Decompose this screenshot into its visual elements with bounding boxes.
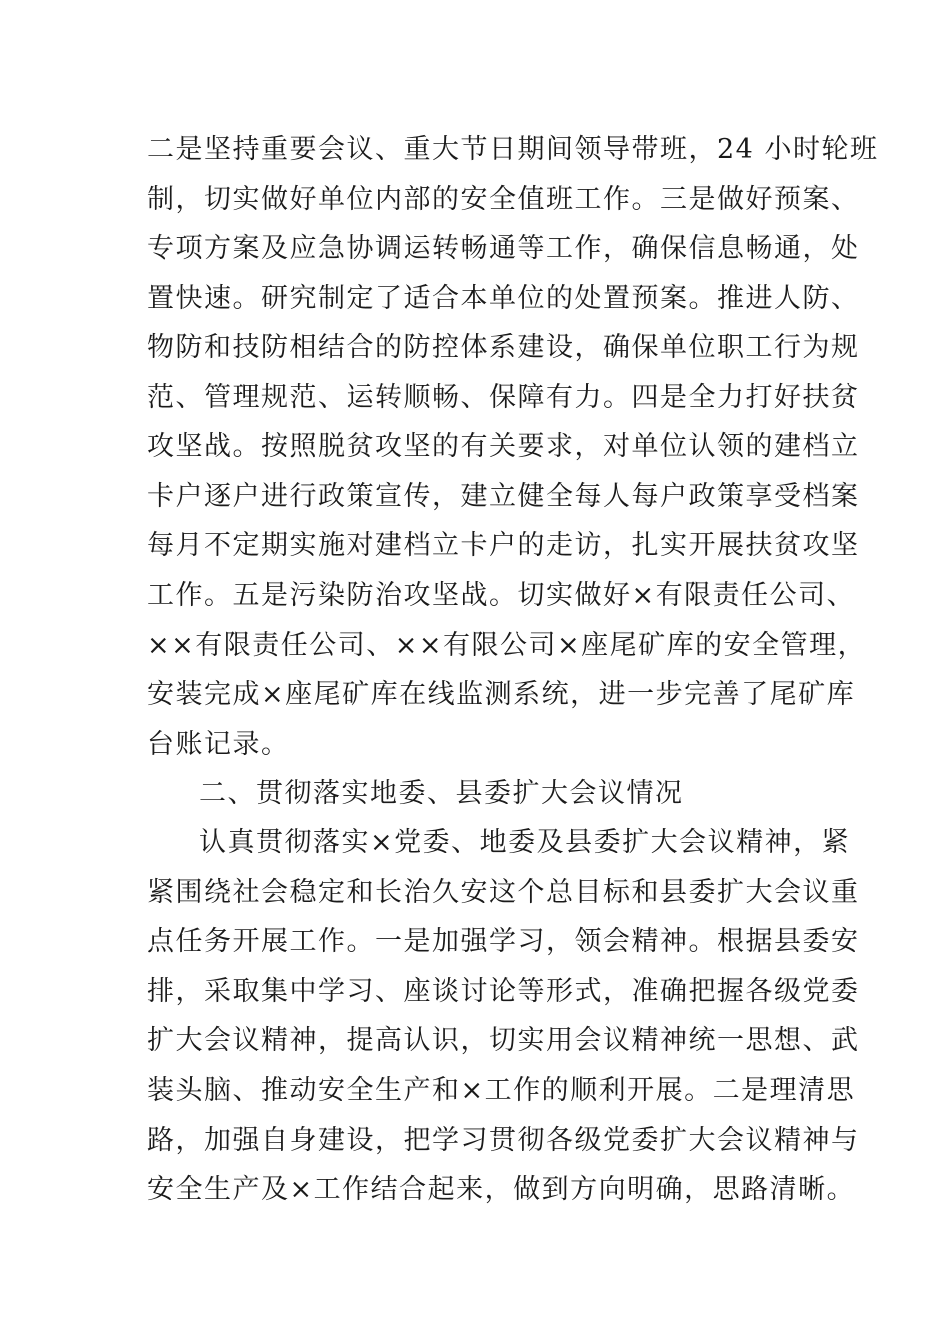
text-line: 二是坚持重要会议、重大节日期间领导带班，24 小时轮班 bbox=[147, 134, 879, 165]
text-line: 台账记录。 bbox=[147, 729, 290, 760]
text-line: 卡户逐户进行政策宣传，建立健全每人每户政策享受档案 bbox=[147, 481, 860, 512]
text-line: 制，切实做好单位内部的安全值班工作。三是做好预案、 bbox=[147, 184, 860, 215]
section-heading: 二、贯彻落实地委、县委扩大会议情况 bbox=[199, 778, 684, 809]
text-line: 范、管理规范、运转顺畅、保障有力。四是全力打好扶贫 bbox=[147, 382, 860, 413]
text-line: 认真贯彻落实×党委、地委及县委扩大会议精神，紧 bbox=[199, 827, 851, 858]
text-line: 物防和技防相结合的防控体系建设，确保单位职工行为规 bbox=[147, 332, 860, 363]
text-line: 装头脑、推动安全生产和×工作的顺利开展。二是理清思 bbox=[147, 1075, 856, 1106]
text-line: 安装完成×座尾矿库在线监测系统，进一步完善了尾矿库 bbox=[147, 679, 856, 710]
text-line: 专项方案及应急协调运转畅通等工作，确保信息畅通，处 bbox=[147, 233, 860, 264]
text-line: ××有限责任公司、××有限公司×座尾矿库的安全管理， bbox=[147, 630, 867, 661]
text-line: 每月不定期实施对建档立卡户的走访，扎实开展扶贫攻坚 bbox=[147, 530, 860, 561]
text-line: 紧围绕社会稳定和长治久安这个总目标和县委扩大会议重 bbox=[147, 877, 860, 908]
text-line: 攻坚战。按照脱贫攻坚的有关要求，对单位认领的建档立 bbox=[147, 431, 860, 462]
text-line: 扩大会议精神，提高认识，切实用会议精神统一思想、武 bbox=[147, 1025, 860, 1056]
text-line: 安全生产及×工作结合起来，做到方向明确，思路清晰。 bbox=[147, 1174, 856, 1205]
text-line: 置快速。研究制定了适合本单位的处置预案。推进人防、 bbox=[147, 283, 860, 314]
text-line: 点任务开展工作。一是加强学习，领会精神。根据县委安 bbox=[147, 926, 860, 957]
text-line: 排，采取集中学习、座谈讨论等形式，准确把握各级党委 bbox=[147, 976, 860, 1007]
text-line: 路，加强自身建设，把学习贯彻各级党委扩大会议精神与 bbox=[147, 1125, 860, 1156]
text-line: 工作。五是污染防治攻坚战。切实做好×有限责任公司、 bbox=[147, 580, 856, 611]
